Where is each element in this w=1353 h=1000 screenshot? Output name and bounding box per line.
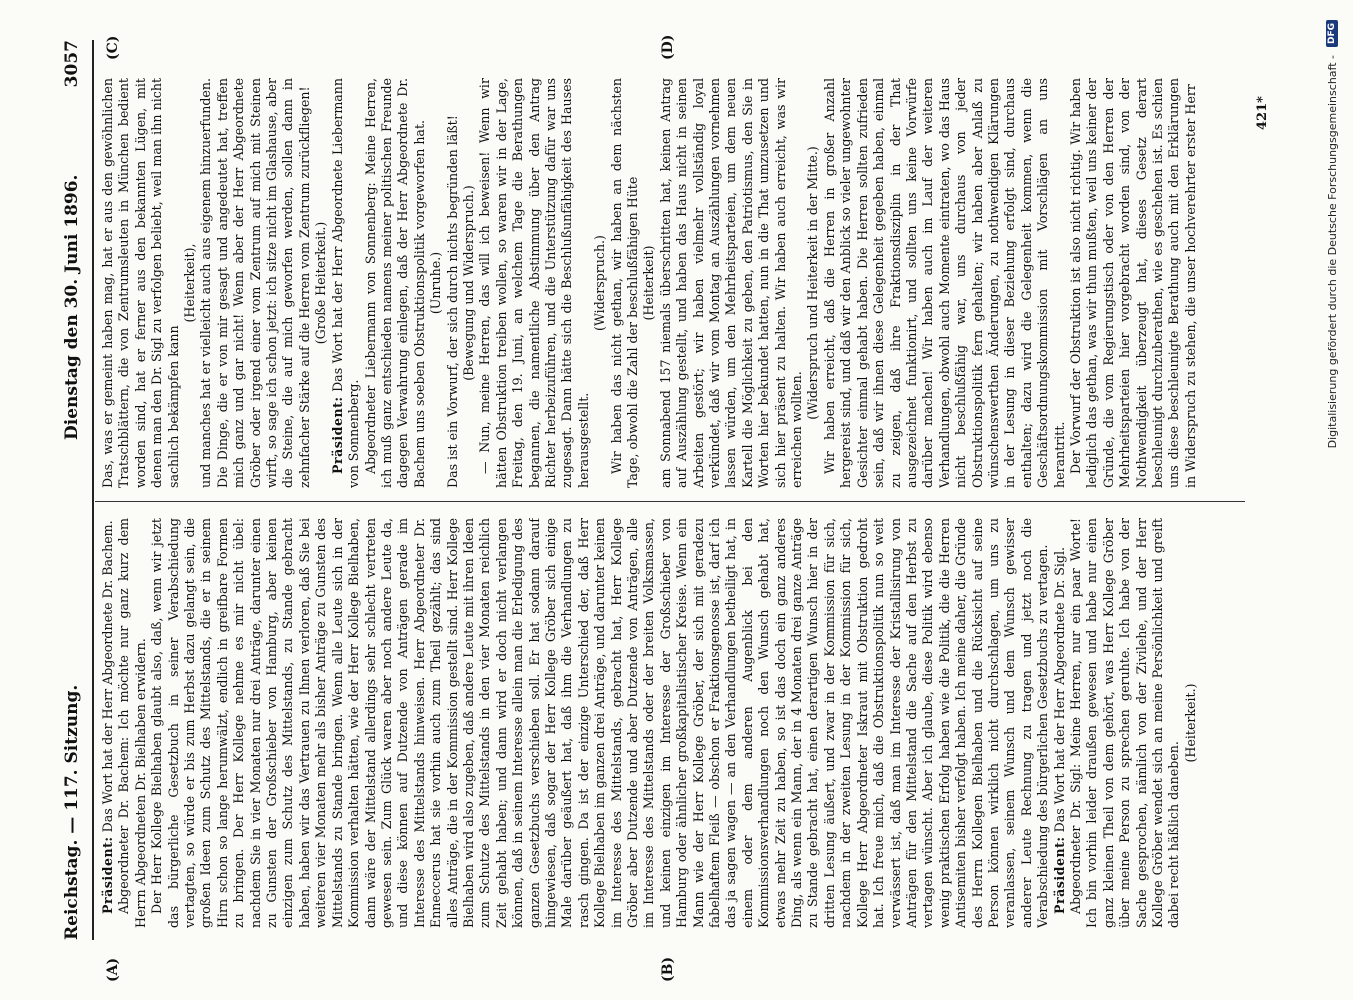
speaker-paragraph bbox=[100, 518, 116, 928]
stage-direction bbox=[805, 78, 821, 488]
stage-direction bbox=[182, 78, 198, 488]
column-divider bbox=[95, 501, 1245, 502]
paragraph bbox=[1068, 518, 1183, 928]
paragraph bbox=[363, 78, 429, 488]
paragraph-text: Der Vorwurf der Obstruktion ist also nicht richtig. Wir haben lediglich das gethan, was wir thun mußten, weil uns keiner der Gründe, die vom Regierungstisch oder von den Herren der Mehrheitsparteien hier vorgebracht worden sind, von der Nothwendigkeit überzeugt hat, dieses Gesetz derart beschleunigt durchzuberathen, wie es geschehen ist. Es schien uns diese beschleunigte Berathung auch mit den Erklärungen in Widerspruch zu stehen, die unser hochverehrter erster Herr bbox=[1067, 78, 1198, 488]
paragraph-text: (Heiterkeit.) bbox=[1182, 683, 1198, 763]
speaker-label: Präsident: bbox=[100, 836, 115, 914]
paragraph-text: Abgeordneter Dr. Bachem: Ich möchte nur ganz kurz dem Herrn Abgeordneten Dr. Bielhaben erwidern. bbox=[116, 518, 148, 928]
paragraph-text: am Sonnabend 157 niemals überschritten hat, keinen Antrag auf Auszählung gestellt, und haben das Haus nicht in seinen Arbeiten gestört; wir haben vielmehr vollständig loyal verkündet, daß wir vom Montag an Auszählungen vornehmen lassen würden, um den Mehrheitsparteien, um dem neuen Kartell die Möglichkeit zu geben, den Patriotismus, den Sie in Worten hier bekundet hatten, nun in die That umzusetzen und sich hier präsent zu halten. Wir haben auch erreicht, was wir erreichen wollten. bbox=[657, 78, 805, 488]
paragraph-text: (Heiterkeit) bbox=[641, 245, 657, 321]
speaker-paragraph bbox=[330, 78, 363, 488]
paragraph bbox=[445, 78, 461, 488]
paragraph-text: — Nun, meine Herren, das will ich beweisen! Wenn wir hätten Obstruktion treiben wollen, so waren wir in der Lage, Freitag, den 19. Juni, an welchem Tage die Berathungen begannen, die namentliche Abstimmung über den Antrag Richter herbeizuführen, und die Unterstützung dafür war uns zugesagt. Dann hätte sich die Beschlußunfähigkeit des Hauses herausgestellt. bbox=[477, 78, 591, 488]
margin-marker-b: (B) bbox=[660, 956, 676, 982]
stage-direction bbox=[592, 78, 608, 488]
margin-marker-d: (D) bbox=[660, 34, 676, 60]
paragraph-text: Das Wort hat der Herr Abgeordnete Dr. Bachem. bbox=[100, 520, 115, 837]
paragraph-text: (Widerspruch.) bbox=[592, 235, 608, 331]
paragraph-text: und manches hat er vielleicht auch aus eigenem hinzuerfunden. Die Dinge, die er von mir gesagt und angedeutet hat, treffen mich ganz und gar nicht! Wenn aber der Herr Abgeordnete Gröber oder irgend einer vom Zentrum auf mich mit Steinen wirft, so sage ich schon jetzt: ich sitze nicht im Glashause, aber die Steine, die auf mich geworfen werden, sollen dann in zehnfacher Stärke auf die Herren vom Zentrum zurückfliegen! bbox=[198, 78, 312, 488]
paragraph-text: (Große Heiterkeit.) bbox=[313, 221, 329, 345]
paragraph-text: Das Wort hat der Herr Abgeordnete Liebermann von Sonnenberg. bbox=[329, 78, 362, 488]
paragraph-text: Das, was er gemeint haben mag, hat er aus den gewöhnlichen Tratschblättern, die von Zentrumsleuten in München bedient worden sind, hat er ferner aus den bekannten Lügen, mit denen man den Dr. Sigl zu verfolgen beliebt, weil man ihn nicht sachlich bekämpfen kann bbox=[100, 78, 181, 488]
paragraph-text: Der Herr Kollege Bielhaben glaubt also, daß, wenn wir jetzt das bürgerliche Gesetzbuch in seiner Verabschiedung vertagten, so würde er bis zum Herbst dazu gelangt sein, die großen Ideen zum Schutz des Mittelstands, die er in seinem Hirn schon so lange herumwälzt, endlich in greifbare Formen zu bringen. Der Herr Kollege nehme es mir nicht übel: nachdem Sie in vier Monaten nur drei Anträge, darunter einen zu Gunsten der Großschieber von Hamburg, aber keinen einzigen zum Schutz des Mittelstands, zu Stande gebracht haben, haben wir das Vertrauen zu Ihnen verloren, daß Sie bei weiteren vier Monaten mehr als bisher Anträge zu Gunsten des Mittelstands zu Stande bringen. Wenn alle Leute sich in der Kommission verhalten hätten, wie der Herr Kollege Bielhaben, dann wäre der Mittelstand allerdings sehr schlecht vertreten gewesen sein. Zum Glück waren aber noch andere Leute da, und diese können auf Dutzende von Anträgen gerade im Interesse des Mittelstands hinweisen. Herr Abgeordneter Dr. Enneccerus hat sie vorhin auch zum Theil gezählt; das sind alles Anträge, die in der Kommission gestellt sind. Herr Kollege Bielhaben wird also zugeben, daß andere Leute mit ihren Ideen zum Schutze des Mittelstands in den vier Monaten reichlich Zeit gehabt haben; und dann wird er doch nicht verlangen können, daß in seinem Interesse allein man die Erledigung des ganzen Gesetzbuchs verschieben soll. Er hat sodann darauf hingewiesen, daß sogar der Herr Kollege Gröber sich einige Male darüber geäußert hat, daß ihm die Verhandlungen zu rasch gingen. Da ist der einzige Unterschied der, daß Herr Kollege Bielhaben im ganzen drei Anträge, und darunter keinen im Interesse des Mittelstands, gebracht hat, Herr Kollege Gröber aber Dutzende und aber Dutzende von Anträgen, alle im Interesse des Mittelstands oder der breiten Volksmassen, und keinen einzigen im Interesse der Großschieber von Hamburg oder ähnlicher großkapitalistischer Kreise. Wenn ein Mann wie der Herr Kollege Gröber, der sich mit geradezu fabelhaftem Fleiß — obschon er Fraktionsgenosse ist, darf ich das ja sagen wagen — an den Verhandlungen betheiligt hat, in einem oder dem anderen Augenblick bei den Kommissionsverhandlungen noch den Wunsch gehabt hat, etwas mehr Zeit zu haben, so ist das doch ein ganz anderes Ding, als wenn ein Mann, der in 4 Monaten drei ganze Anträge zu Stande gebracht hat, einen derartigen Wunsch hier in der dritten Lesung äußert, und zwar in der Kommission für sich, nachdem in der zweiten Lesung in der Kommission für sich, Kollege Herr Abgeordneter Iskraut mit Obstruktion gedroht hat. Ich freue mich, daß die Obstruktionspolitik nun so weit verwässert ist, daß man im Interesse der Kristallisirung von Anträgen für den Mittelstand die Sache auf den Herbst zu vertagen wünscht. Aber ich glaube, diese Politik wird ebenso wenig praktischen Erfolg haben wie die Politik, die die Herren Antisemiten bisher verfolgt haben. Ich meine daher, die Gründe des Herrn Kollegen Bielhaben und die Rücksicht auf seine Person können wirklich nicht durchschlagen, um uns zu veranlassen, seinem Wunsch und dem Wunsch gewisser anderer Leute Rechnung zu tragen und jetzt noch die Verabschiedung des bürgerlichen Gesetzbuchs zu vertagen. bbox=[149, 518, 1051, 928]
stage-direction bbox=[313, 78, 329, 488]
left-text-column bbox=[100, 518, 1240, 928]
paragraph-text: (Heiterkeit), bbox=[182, 243, 198, 323]
header-left: Reichstag. — 117. Sitzung. bbox=[62, 684, 82, 940]
paragraph-text: (Unruhe.) bbox=[428, 251, 444, 315]
footer-text: Digitalisierung gefördert durch die Deutsche Forschungsgemeinschaft - bbox=[1325, 55, 1339, 449]
paragraph-text: Abgeordneter Dr. Sigl: Meine Herren, nur ein paar Worte! Ich bin vorhin leider draußen gewesen und habe nur einen ganz kleinen Theil von dem gehört, was Herr Kollege Gröber über meine Person zu sprechen geruhte. Ich habe von der Sache gesprochen, nämlich von der Zivilehe, und der Herr Kollege Gröber wendet sich an meine Persönlichkeit und greift dabei recht häßlich daneben. bbox=[1067, 518, 1182, 928]
right-text-column bbox=[100, 78, 1240, 488]
paragraph-text: (Bewegung und Widerspruch.) bbox=[460, 185, 476, 381]
paragraph bbox=[100, 78, 182, 488]
stage-direction bbox=[428, 78, 444, 488]
paragraph bbox=[609, 78, 642, 488]
header-rule bbox=[92, 40, 94, 940]
header-date: Dienstag den 30. Juni 1896. bbox=[62, 174, 82, 440]
margin-marker-c: (C) bbox=[105, 35, 121, 60]
paragraph bbox=[822, 78, 1068, 488]
speaker-label: Präsident: bbox=[329, 396, 345, 474]
paragraph-text: Abgeordneter Liebermann von Sonnenberg: Meine Herren, ich muß ganz entschieden namens meiner politischen Freunde dagegen Verwahrung einlegen, daß der Herr Abgeordnete Dr. Bachem uns soeben Obstruktionspolitik vorgeworfen hat. bbox=[362, 78, 427, 488]
paragraph-text: (Widerspruch und Heiterkeit in der Mitte.) bbox=[805, 146, 821, 420]
paragraph bbox=[116, 518, 149, 928]
paragraph bbox=[149, 518, 1051, 928]
stage-direction bbox=[461, 78, 477, 488]
signature-mark: 421* bbox=[1255, 96, 1270, 130]
margin-marker-a: (A) bbox=[105, 957, 121, 982]
paragraph bbox=[658, 78, 806, 488]
paragraph-text: Wir haben erreicht, daß die Herren in großer Anzahl hergereist sind, und daß wir den Anblick so vieler ungewohnter Gesichter einmal gehabt haben. Die Herren sollten zufrieden sein, daß wir ihnen diese Gelegenheit gegeben haben, einmal zu zeigen, daß ihre Fraktionsdisziplin in der That ausgezeichnet funktionirt, und sollten uns keine Vorwürfe darüber machen! Wir haben auch im Lauf der weiteren Verhandlungen, obwohl auch Momente eintraten, wo das Haus nicht beschlußfähig war, uns durchaus von jeder Obstruktionspolitik fern gehalten; wir haben aber Anlaß zu wünschenswerthen Änderungen, zu nothwendigen Klärungen in der Lesung in dieser Beziehung erfolgt sind, durchaus enthalten; dazu wird die Gelegenheit kommen, wenn die Geschäftsordnungskommission mit Vorschlägen an uns herantritt. bbox=[821, 78, 1067, 488]
speaker-paragraph bbox=[1052, 518, 1068, 928]
paragraph-text: Das ist ein Vorwurf, der sich durch nichts begründen läßt! bbox=[444, 115, 460, 488]
page-number: 3057 bbox=[62, 40, 82, 88]
paragraph bbox=[1068, 78, 1199, 488]
paragraph bbox=[477, 78, 592, 488]
paragraph-text: Wir haben das nicht gethan, wir haben an dem nächsten Tage, obwohl die Zahl der beschlußfähigen Hüte bbox=[608, 78, 640, 488]
digitization-footer bbox=[1321, 20, 1343, 960]
paragraph bbox=[198, 78, 313, 488]
stage-direction bbox=[641, 78, 657, 488]
speaker-label: Präsident: bbox=[1051, 836, 1067, 914]
stage-direction bbox=[1183, 518, 1199, 928]
page-header bbox=[62, 40, 92, 940]
dfg-logo: DFG bbox=[1326, 20, 1338, 47]
paragraph-text: Das Wort hat der Herr Abgeordnete Dr. Sigl. bbox=[1051, 546, 1067, 837]
